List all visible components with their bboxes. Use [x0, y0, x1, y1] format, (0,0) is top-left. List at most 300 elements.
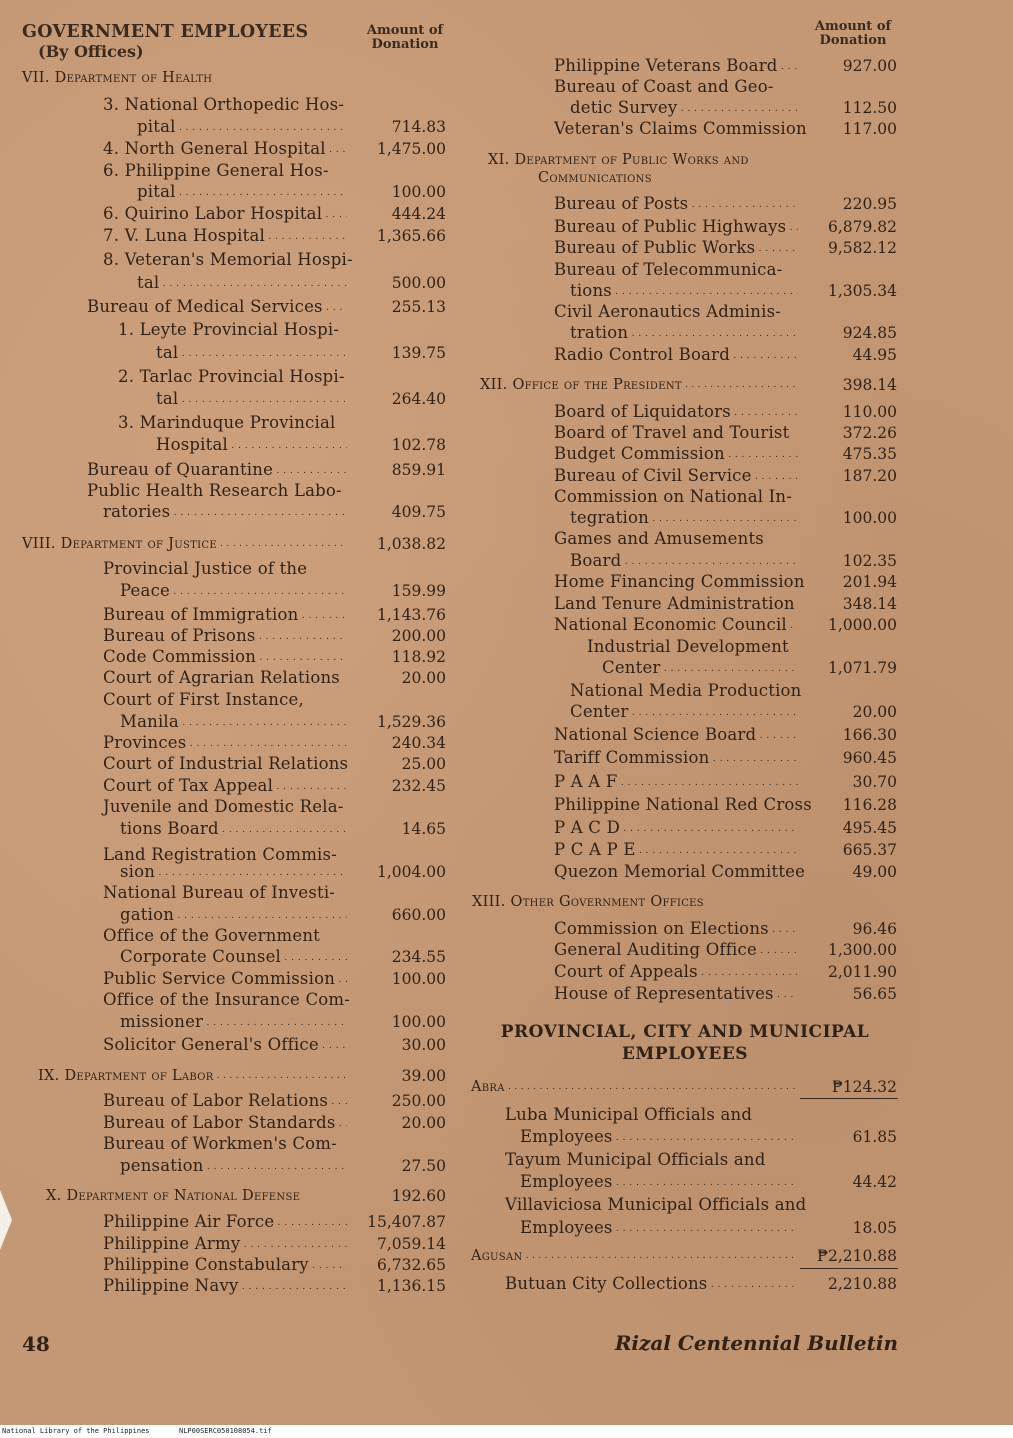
entry-label: [120, 1156, 347, 1176]
entry-text: Juvenile and Domestic Rela-: [103, 797, 344, 816]
left-column-header: [360, 24, 450, 52]
entry-text: pital: [137, 117, 176, 136]
entry-text: Board of Travel and Tourist: [554, 423, 790, 442]
entry-text: Court of Tax Appeal: [103, 776, 274, 795]
entry-text: Bureau of Civil Service: [554, 466, 752, 485]
entry-text: 4. North General Hospital: [103, 139, 326, 158]
donation-amount: 166.30: [842, 726, 897, 744]
entry-label: [554, 238, 798, 258]
entry-text: Land Registration Commis-: [103, 845, 337, 864]
entry-text: Provincial Justice of the: [103, 559, 308, 578]
entry-label: [554, 302, 781, 322]
entry-text: Home Financing Commission: [554, 572, 805, 591]
entry-text: Bureau of Posts: [554, 194, 689, 213]
entry-label: [137, 182, 347, 202]
entry-label: [554, 487, 792, 507]
entry-text: Court of Appeals: [554, 962, 698, 981]
entry-label: [120, 712, 347, 732]
entry-text: Radio Control Board: [554, 345, 730, 364]
entry-label: [156, 389, 347, 409]
entry-label: [118, 367, 345, 387]
entry-text: XII. Office of the President: [480, 377, 682, 393]
entry-label: [570, 681, 802, 701]
donation-amount: 100.00: [842, 509, 897, 527]
donation-amount: 18.05: [852, 1219, 897, 1237]
section-heading: [22, 534, 347, 554]
donation-amount: 110.00: [842, 403, 897, 421]
right-column-header: [808, 20, 898, 48]
donation-amount: 660.00: [391, 906, 446, 924]
donation-amount: 1,071.79: [827, 659, 897, 677]
donation-amount: 1,475.00: [376, 140, 446, 158]
entry-label: [120, 862, 347, 882]
donation-amount: 1,136.15: [376, 1277, 446, 1295]
entry-text: Philippine Army: [103, 1234, 241, 1253]
entry-text: P A C D: [554, 818, 621, 837]
entry-text: 2. Tarlac Provincial Hospi-: [118, 367, 345, 386]
section-heading: [22, 68, 212, 88]
entry-label: [554, 444, 798, 464]
entry-text: VIII. Department of Justice: [22, 536, 217, 552]
donation-amount: 6,879.82: [827, 218, 897, 236]
entry-text: Tayum Municipal Officials and: [505, 1150, 766, 1169]
donation-amount: 20.00: [401, 669, 446, 687]
entry-text: Villaviciosa Municipal Officials and: [505, 1195, 807, 1214]
entry-text: Bureau of Labor Relations: [103, 1091, 329, 1110]
entry-label: [554, 615, 798, 635]
entry-text: Solicitor General's Office: [103, 1035, 319, 1054]
entry-text: National Media Production: [570, 681, 802, 700]
donation-amount: 102.35: [842, 552, 897, 570]
entry-label: [570, 323, 798, 343]
entry-text: pital: [137, 182, 176, 201]
right-column-header-line1: Amount of: [814, 19, 892, 34]
bulletin-title: Rizal Centennial Bulletin: [614, 1331, 898, 1355]
entry-label: [505, 1274, 798, 1294]
entry-text: National Economic Council: [554, 615, 787, 634]
right-column-header-line2: Donation: [819, 33, 887, 48]
donation-amount: 1,143.76: [376, 606, 446, 624]
entry-label: [103, 139, 347, 159]
entry-text: 8. Veteran's Memorial Hospi-: [103, 250, 353, 269]
entry-label: [87, 481, 342, 501]
donation-amount: ₱2,210.88: [817, 1247, 897, 1265]
entry-text: 6. Quirino Labor Hospital: [103, 204, 323, 223]
entry-label: [554, 466, 798, 486]
entry-text: Manila: [120, 712, 179, 731]
donation-amount: 192.60: [391, 1187, 446, 1205]
entry-label: [118, 413, 335, 433]
entry-label: [554, 217, 798, 237]
entry-label: [103, 647, 347, 667]
entry-text: X. Department of National Defense: [46, 1188, 301, 1204]
entry-label: [554, 423, 789, 443]
section-heading: [471, 1246, 798, 1266]
donation-amount: 15,407.87: [367, 1213, 446, 1231]
entry-text: 1. Leyte Provincial Hospi-: [118, 320, 340, 339]
entry-label: [103, 883, 335, 903]
provincial-section-title-line1: PROVINCIAL, CITY AND MUNICIPAL: [500, 1022, 870, 1042]
entry-text: Veteran's Claims Commission: [554, 119, 807, 138]
entry-label: [103, 559, 307, 579]
document-subtitle: (By Offices): [38, 42, 144, 61]
entry-text: gation: [120, 905, 175, 924]
donation-amount: 118.92: [391, 648, 446, 666]
donation-amount: 960.45: [842, 749, 897, 767]
entry-label: [103, 1212, 347, 1232]
entry-text: Philippine Constabulary: [103, 1255, 309, 1274]
donation-amount: 56.65: [852, 985, 897, 1003]
entry-text: National Bureau of Investi-: [103, 883, 336, 902]
entry-text: Corporate Counsel: [120, 947, 282, 966]
entry-label: [87, 460, 347, 480]
donation-amount: 39.00: [401, 1067, 446, 1085]
entry-text: Bureau of Medical Services: [87, 297, 323, 316]
donation-amount: 14.65: [401, 820, 446, 838]
entry-label: [103, 1234, 347, 1254]
entry-label: [570, 281, 798, 301]
donation-amount: 1,529.36: [376, 713, 446, 731]
donation-amount: 927.00: [842, 57, 897, 75]
entry-text: Center: [570, 702, 629, 721]
page-number: 48: [22, 1332, 50, 1356]
entry-text: Agusan: [471, 1248, 523, 1264]
donation-amount: 409.75: [391, 503, 446, 521]
entry-label: [505, 1105, 752, 1125]
entry-label: [554, 772, 798, 792]
entry-text: Civil Aeronautics Adminis-: [554, 302, 782, 321]
entry-text: General Auditing Office: [554, 940, 757, 959]
donation-amount: 44.95: [852, 346, 897, 364]
entry-text: Industrial Development: [587, 637, 789, 656]
donation-amount: 348.14: [842, 595, 897, 613]
donation-amount: 139.75: [391, 344, 446, 362]
donation-amount: 100.00: [391, 1013, 446, 1031]
entry-text: detic Survey: [570, 98, 678, 117]
donation-amount: 96.46: [852, 920, 897, 938]
donation-amount: 116.28: [842, 796, 897, 814]
entry-text: missioner: [120, 1012, 204, 1031]
entry-text: tions: [570, 281, 612, 300]
entry-label: [554, 572, 805, 592]
entry-label: [120, 905, 347, 925]
entry-label: [554, 795, 812, 815]
entry-label: [602, 658, 798, 678]
entry-label: [554, 402, 798, 422]
entry-text: 6. Philippine General Hos-: [103, 161, 329, 180]
section-heading: [472, 892, 704, 912]
donation-amount: 264.40: [391, 390, 446, 408]
donation-amount: 1,004.00: [376, 863, 446, 881]
entry-text: Public Service Commission: [103, 969, 336, 988]
entry-label: [103, 1035, 347, 1055]
entry-text: P C A P E: [554, 840, 636, 859]
donation-amount: 924.85: [842, 324, 897, 342]
entry-label: [103, 776, 347, 796]
entry-text: tal: [137, 273, 160, 292]
entry-text: Public Health Research Labo-: [87, 481, 342, 500]
entry-text: Bureau of Public Works: [554, 238, 756, 257]
entry-text: tal: [156, 389, 179, 408]
entry-text: Philippine National Red Cross: [554, 795, 812, 814]
entry-text: Court of Agrarian Relations: [103, 668, 340, 687]
entry-label: [554, 119, 807, 139]
entry-text: Bureau of Labor Standards: [103, 1113, 336, 1132]
entry-label: [103, 1255, 347, 1275]
entry-label: [103, 226, 347, 246]
donation-amount: 240.34: [391, 734, 446, 752]
entry-label: [103, 926, 320, 946]
entry-label: [156, 343, 347, 363]
entry-text: Bureau of Quarantine: [87, 460, 274, 479]
entry-label: [103, 1134, 337, 1154]
entry-text: Provinces: [103, 733, 187, 752]
donation-amount: 159.99: [391, 582, 446, 600]
donation-amount: 7,059.14: [376, 1235, 446, 1253]
document-title: GOVERNMENT EMPLOYEES: [22, 22, 309, 42]
donation-amount: 859.91: [391, 461, 446, 479]
agusan-total-rule: [800, 1268, 898, 1269]
entry-text: pensation: [120, 1156, 204, 1175]
entry-label: [103, 668, 340, 688]
donation-amount: 112.50: [842, 99, 897, 117]
entry-label: [554, 594, 795, 614]
entry-label: [103, 733, 347, 753]
entry-label: [554, 962, 798, 982]
donation-amount: 100.00: [391, 970, 446, 988]
entry-label: [103, 690, 304, 710]
entry-label: [554, 840, 798, 860]
provincial-section-title-line2: EMPLOYEES: [621, 1044, 749, 1064]
donation-amount: ₱124.32: [831, 1078, 897, 1096]
donation-amount: 234.55: [391, 948, 446, 966]
entry-text: Board of Liquidators: [554, 402, 731, 421]
entry-text: Center: [602, 658, 661, 677]
donation-amount: 30.70: [852, 773, 897, 791]
entry-text: Board: [570, 551, 622, 570]
donation-amount: 495.45: [842, 819, 897, 837]
section-heading: [38, 1066, 347, 1086]
entry-text: Employees: [520, 1127, 613, 1146]
abra-total-rule: [800, 1098, 898, 1099]
entry-text: Employees: [520, 1218, 613, 1237]
entry-text: tration: [570, 323, 629, 342]
entry-text: Philippine Veterans Board: [554, 56, 778, 75]
entry-text: Bureau of Public Highways: [554, 217, 787, 236]
entry-label: [103, 1276, 347, 1296]
entry-label: [137, 117, 347, 137]
entry-label: [554, 194, 798, 214]
entry-label: [103, 250, 353, 270]
donation-amount: 100.00: [391, 183, 446, 201]
entry-text: Land Tenure Administration: [554, 594, 795, 613]
section-heading: [480, 375, 798, 395]
entry-label: [120, 581, 347, 601]
entry-label: [103, 1113, 347, 1133]
entry-label: [120, 947, 347, 967]
entry-label: [554, 984, 798, 1004]
provincial-section-title: [480, 1021, 890, 1065]
entry-text: XIII. Other Government Offices: [472, 894, 704, 910]
donation-amount: 1,300.00: [827, 941, 897, 959]
entry-label: [554, 345, 798, 365]
donation-amount: 1,365.66: [376, 227, 446, 245]
entry-text: Luba Municipal Officials and: [505, 1105, 753, 1124]
donation-amount: 1,305.34: [827, 282, 897, 300]
entry-text: Bureau of Workmen's Com-: [103, 1134, 337, 1153]
donation-amount: 714.83: [391, 118, 446, 136]
donation-amount: 44.42: [852, 1173, 897, 1191]
entry-text: Tariff Commission: [554, 748, 710, 767]
entry-text: Communications: [538, 170, 652, 186]
entry-label: [137, 273, 347, 293]
entry-text: Peace: [120, 581, 170, 600]
entry-label: [554, 260, 782, 280]
entry-label: [570, 551, 798, 571]
entry-text: tegration: [570, 508, 649, 527]
entry-text: Commission on National In-: [554, 487, 792, 506]
entry-text: National Science Board: [554, 725, 757, 744]
entry-label: [554, 919, 798, 939]
entry-text: VII. Department of Health: [22, 70, 213, 86]
entry-text: Games and Amusements: [554, 529, 764, 548]
donation-amount: 255.13: [391, 298, 446, 316]
entry-text: Office of the Government: [103, 926, 321, 945]
entry-label: [505, 1195, 806, 1215]
entry-label: [570, 98, 798, 118]
entry-text: ratories: [103, 502, 171, 521]
entry-label: [554, 77, 774, 97]
entry-label: [554, 529, 764, 549]
donation-amount: 201.94: [842, 573, 897, 591]
entry-text: IX. Department of Labor: [38, 1068, 214, 1084]
section-heading: [471, 1077, 798, 1097]
donation-amount: 6,732.65: [376, 1256, 446, 1274]
entry-label: [520, 1172, 798, 1192]
donation-amount: 187.20: [842, 467, 897, 485]
entry-label: [520, 1218, 798, 1238]
entry-label: [103, 969, 347, 989]
donation-amount: 9,582.12: [827, 239, 897, 257]
entry-text: XI. Department of Public Works and: [488, 152, 749, 168]
left-column-header-line1: Amount of: [366, 23, 444, 38]
donation-amount: 398.14: [842, 376, 897, 394]
entry-label: [103, 605, 347, 625]
donation-amount: 200.00: [391, 627, 446, 645]
entry-label: [554, 818, 798, 838]
entry-label: [103, 161, 329, 181]
donation-amount: 20.00: [852, 703, 897, 721]
section-heading: [538, 168, 652, 188]
donation-amount: 220.95: [842, 195, 897, 213]
entry-label: [520, 1127, 798, 1147]
entry-text: tions Board: [120, 819, 219, 838]
entry-text: Philippine Navy: [103, 1276, 239, 1295]
entry-text: 3. National Orthopedic Hos-: [103, 95, 345, 114]
entry-text: Quezon Memorial Committee: [554, 862, 806, 881]
entry-text: 3. Marinduque Provincial: [118, 413, 336, 432]
donation-amount: 102.78: [391, 436, 446, 454]
entry-text: sion: [120, 862, 156, 881]
donation-amount: 30.00: [401, 1036, 446, 1054]
entry-label: [103, 95, 344, 115]
entry-label: [587, 637, 789, 657]
entry-label: [103, 204, 347, 224]
donation-amount: 2,210.88: [827, 1275, 897, 1293]
donation-amount: 49.00: [852, 863, 897, 881]
donation-amount: 61.85: [852, 1128, 897, 1146]
entry-text: Office of the Insurance Com-: [103, 990, 351, 1009]
entry-label: [120, 1012, 347, 1032]
entry-text: Budget Commission: [554, 444, 725, 463]
entry-label: [120, 819, 347, 839]
entry-text: Court of First Instance,: [103, 690, 304, 709]
entry-label: [103, 502, 347, 522]
entry-text: Commission on Elections: [554, 919, 769, 938]
entry-text: Abra: [471, 1079, 505, 1095]
entry-label: [554, 748, 798, 768]
entry-text: tal: [156, 343, 179, 362]
entry-label: [156, 435, 347, 455]
entry-text: Code Commission: [103, 647, 257, 666]
entry-label: [505, 1150, 765, 1170]
entry-text: 7. V. Luna Hospital: [103, 226, 265, 245]
entry-label: [103, 626, 347, 646]
scan-stamp: National Library of the Philippines NLP00SERC050108054.tif: [0, 1425, 1013, 1438]
entry-text: Bureau of Coast and Geo-: [554, 77, 774, 96]
entry-label: [103, 797, 344, 817]
entry-text: Bureau of Prisons: [103, 626, 256, 645]
entry-label: [570, 508, 798, 528]
donation-amount: 665.37: [842, 841, 897, 859]
section-heading: [488, 150, 749, 170]
donation-amount: 250.00: [391, 1092, 446, 1110]
donation-amount: 444.24: [391, 205, 446, 223]
donation-amount: 25.00: [401, 755, 446, 773]
entry-label: [103, 754, 348, 774]
entry-label: [554, 725, 798, 745]
entry-text: Employees: [520, 1172, 613, 1191]
entry-label: [554, 56, 798, 76]
page-edge-notch: [0, 1190, 12, 1250]
entry-label: [118, 320, 339, 340]
entry-text: Hospital: [156, 435, 228, 454]
donation-amount: 117.00: [842, 120, 897, 138]
entry-label: [554, 862, 805, 882]
donation-amount: 27.50: [401, 1157, 446, 1175]
section-heading: [46, 1186, 300, 1206]
donation-amount: 2,011.90: [827, 963, 897, 981]
donation-amount: 475.35: [842, 445, 897, 463]
donation-amount: 1,038.82: [376, 535, 446, 553]
entry-label: [103, 990, 350, 1010]
entry-text: Court of Industrial Relations: [103, 754, 349, 773]
donation-amount: 232.45: [391, 777, 446, 795]
donation-amount: 1,000.00: [827, 616, 897, 634]
entry-label: [554, 940, 798, 960]
left-column-header-line2: Donation: [371, 37, 439, 52]
entry-text: House of Representatives: [554, 984, 774, 1003]
donation-amount: 20.00: [401, 1114, 446, 1132]
entry-label: [570, 702, 798, 722]
entry-text: P A A F: [554, 772, 618, 791]
entry-text: Bureau of Immigration: [103, 605, 299, 624]
entry-label: [87, 297, 347, 317]
entry-label: [103, 1091, 347, 1111]
entry-text: Philippine Air Force: [103, 1212, 275, 1231]
entry-text: Butuan City Collections: [505, 1274, 708, 1293]
donation-amount: 372.26: [842, 424, 897, 442]
